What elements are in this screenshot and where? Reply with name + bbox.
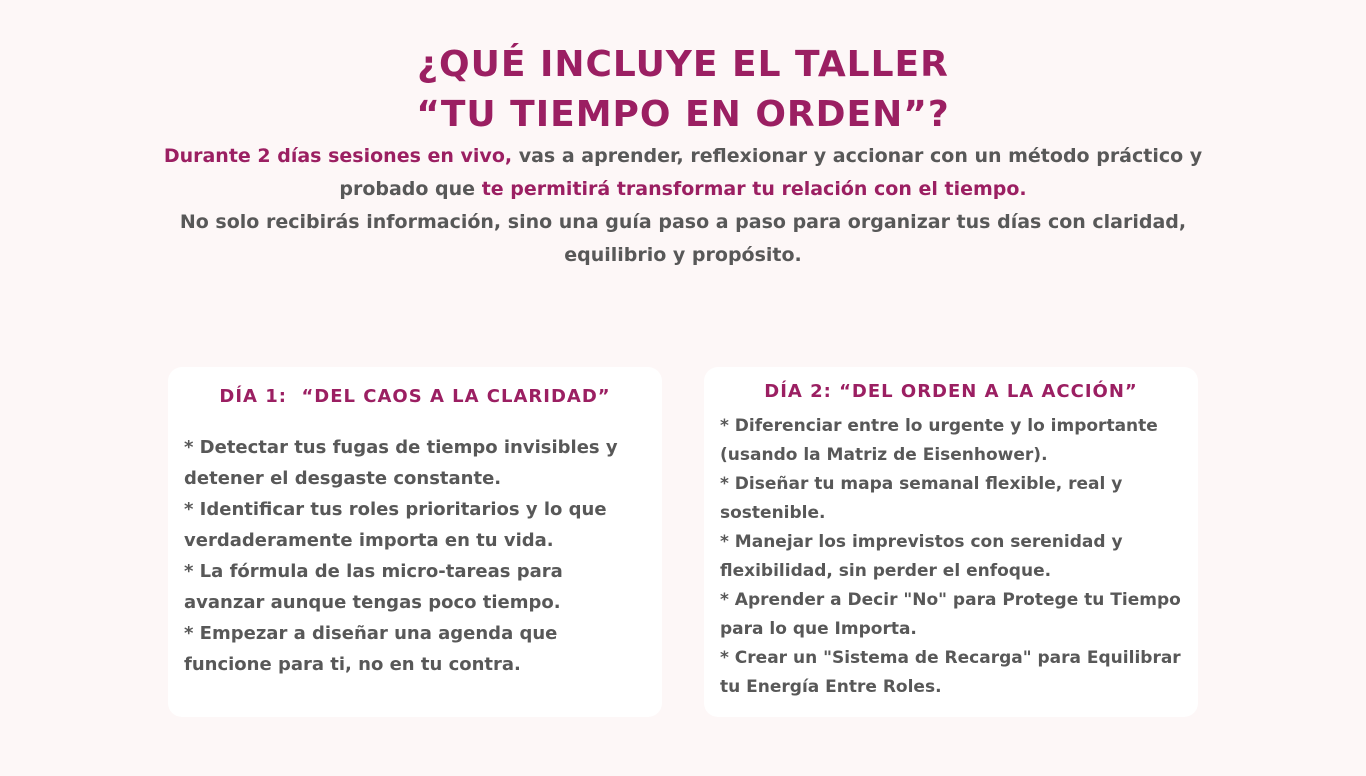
title-line-2: “TU TIEMPO EN ORDEN”? [416, 94, 950, 135]
list-item: * La fórmula de las micro-tareas para avanzar aunque tengas poco tiempo. [184, 561, 563, 613]
day-1-list [184, 432, 646, 680]
list-item: * Crear un "Sistema de Recarga" para Equilibrar tu Energía Entre Roles. [720, 648, 1181, 697]
list-item: * Identificar tus roles prioritarios y lo que verdaderamente importa en tu vida. [184, 499, 607, 551]
intro-text [150, 140, 1216, 272]
intro-paragraph-1 [150, 140, 1216, 206]
list-item: * Manejar los imprevistos con serenidad y flexibilidad, sin perder el enfoque. [720, 532, 1123, 581]
list-item: * Diseñar tu mapa semanal flexible, real y sostenible. [720, 474, 1123, 523]
list-item: * Diferenciar entre lo urgente y lo importante (usando la Matriz de Eisenhower). [720, 416, 1158, 465]
day-1-card [168, 367, 662, 717]
intro-paragraph-2: No solo recibirás información, sino una guía paso a paso para organizar tus días con claridad, equilibrio y propósito. [179, 211, 1187, 266]
page-title [0, 40, 1366, 140]
list-item: * Detectar tus fugas de tiempo invisibles y detener el desgaste constante. [184, 437, 618, 489]
intro-highlight-transform: te permitirá transformar tu relación con el tiempo. [481, 178, 1027, 200]
day-2-title: DÍA 2: “DEL ORDEN A LA ACCIÓN” [764, 381, 1138, 402]
intro-highlight-sessions: Durante 2 días sesiones en vivo, [163, 145, 513, 167]
day-2-list [720, 412, 1182, 702]
day-2-card [704, 367, 1198, 717]
list-item: * Aprender a Decir "No" para Protege tu Tiempo para lo que Importa. [720, 590, 1181, 639]
title-line-1: ¿QUÉ INCLUYE EL TALLER [417, 44, 949, 85]
day-1-title: DÍA 1: “DEL CAOS A LA CLARIDAD” [219, 386, 611, 407]
list-item: * Empezar a diseñar una agenda que funcione para ti, no en tu contra. [184, 623, 558, 675]
intro-text-method: vas a aprender, reflexionar y accionar con un método práctico y probado que [339, 145, 1203, 200]
